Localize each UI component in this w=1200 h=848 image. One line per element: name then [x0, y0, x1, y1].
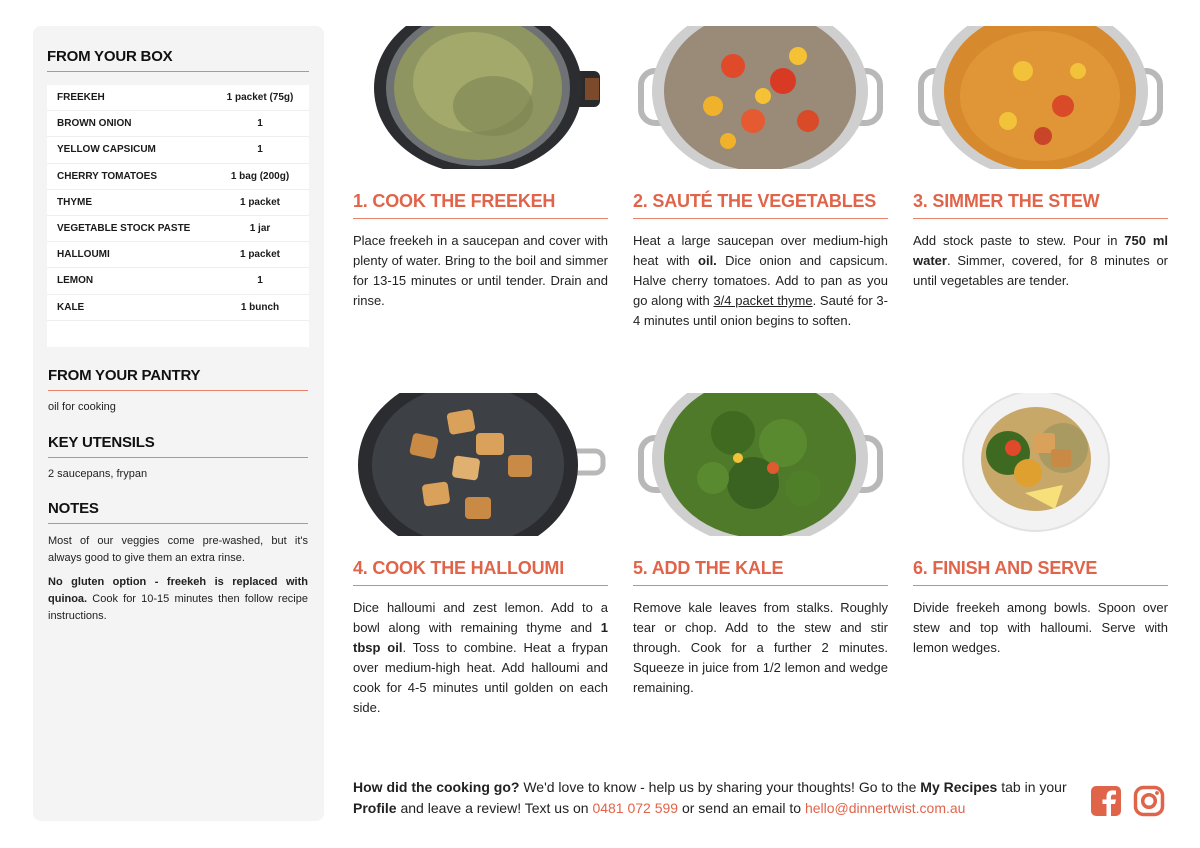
notes-section — [48, 500, 308, 625]
bold-text: My Recipes — [920, 779, 998, 795]
divider — [48, 523, 308, 524]
ingredient-name: HALLOUMI — [57, 249, 110, 261]
ingredient-quantity: 1 packet — [239, 249, 281, 261]
step-5 — [633, 393, 888, 698]
step-1 — [353, 26, 608, 311]
step-3-photo — [913, 26, 1168, 169]
notes-paragraph-1: Most of our veggies come pre-washed, but it's always good to give them an extra rinse. — [48, 535, 308, 564]
contact-link[interactable]: hello@dinnertwist.com.au — [804, 800, 966, 816]
text-segment: Dice halloumi and zest lemon. Add to a bowl along with remaining thyme and — [353, 600, 608, 635]
text-segment: Add stock paste to stew. Pour in — [913, 233, 1125, 248]
from-your-box-title: FROM YOUR BOX — [47, 48, 173, 65]
ingredient-row — [47, 137, 309, 163]
divider — [48, 390, 308, 391]
step-text — [913, 231, 1168, 291]
step-text — [913, 598, 1168, 658]
text-segment: Dice onion and capsicum. Halve cherry tomatoes. Add to pan as you go along with — [633, 253, 888, 308]
step-2 — [633, 26, 888, 331]
pantry-section — [48, 367, 308, 416]
text-segment: tab in your — [997, 779, 1067, 795]
ingredient-row — [47, 111, 309, 137]
step-4-photo — [353, 393, 608, 536]
divider — [48, 457, 308, 458]
divider — [47, 71, 309, 72]
notes-gluten-instructions: Cook for 10-15 minutes then follow recipe instructions. — [48, 593, 308, 622]
utensils-title: KEY UTENSILS — [48, 434, 155, 451]
step-title: 2. SAUTÉ THE VEGETABLES — [633, 191, 877, 211]
notes-paragraph-2 — [48, 574, 308, 625]
ingredient-quantity: 1 jar — [249, 223, 271, 235]
step-title: 6. FINISH AND SERVE — [913, 558, 1098, 578]
sidebar — [33, 26, 324, 821]
ingredient-name: LEMON — [57, 275, 94, 287]
step-1-photo — [353, 26, 608, 169]
ingredient-row — [47, 321, 309, 347]
ingredient-row — [47, 242, 309, 268]
text-segment: or send an email to — [678, 800, 805, 816]
pantry-title: FROM YOUR PANTRY — [48, 367, 201, 384]
bold-text: 750 ml water — [913, 233, 1168, 268]
ingredient-quantity: 1 — [257, 118, 263, 130]
step-text — [633, 231, 888, 331]
underlined-text: 3/4 packet thyme — [713, 293, 813, 308]
divider — [353, 218, 608, 219]
ingredient-quantity: 1 bag (200g) — [230, 170, 290, 182]
facebook-icon[interactable] — [1090, 785, 1122, 817]
ingredient-name: FREEKEH — [57, 92, 105, 104]
text-segment: and leave a review! Text us on — [396, 800, 593, 816]
ingredient-name: VEGETABLE STOCK PASTE — [57, 223, 191, 235]
step-text — [353, 598, 608, 718]
utensils-text: 2 saucepans, frypan — [48, 468, 148, 480]
pantry-text: oil for cooking — [48, 401, 116, 413]
notes-title: NOTES — [48, 500, 99, 517]
step-4 — [353, 393, 608, 718]
step-2-photo — [633, 26, 888, 169]
text-segment: Place freekeh in a saucepan and cover with plenty of water. Bring to the boil and simmer for 13-15 minutes or until tender. Drain and rinse. — [353, 233, 608, 308]
ingredient-quantity: 1 — [257, 144, 263, 156]
ingredient-quantity: 1 — [257, 275, 263, 287]
ingredient-quantity: 1 packet — [239, 196, 281, 208]
ingredient-row — [47, 190, 309, 216]
bold-text: Profile — [353, 800, 397, 816]
step-text — [353, 231, 608, 311]
contact-link[interactable]: 0481 072 599 — [592, 800, 679, 816]
step-3 — [913, 26, 1168, 291]
step-6 — [913, 393, 1168, 658]
instagram-icon[interactable] — [1133, 785, 1165, 817]
step-title: 5. ADD THE KALE — [633, 558, 784, 578]
notes-gluten-option: No gluten option - freekeh is replaced with quinoa. — [48, 576, 308, 605]
step-6-photo — [913, 393, 1168, 536]
ingredient-quantity: 1 bunch — [240, 301, 280, 313]
divider — [913, 585, 1168, 586]
ingredient-row — [47, 268, 309, 294]
ingredient-row — [47, 216, 309, 242]
ingredient-name: CHERRY TOMATOES — [57, 170, 158, 182]
divider — [633, 218, 888, 219]
text-segment: We'd love to know - help us by sharing your thoughts! Go to the — [519, 779, 921, 795]
bold-text: How did the cooking go? — [353, 779, 520, 795]
ingredient-quantity: 1 packet (75g) — [226, 92, 294, 104]
utensils-section — [48, 434, 308, 483]
text-segment: . Toss to combine. Heat a frypan over medium-high heat. Add halloumi and cook for 4-5 minutes until golden on each side. — [353, 640, 608, 715]
feedback-footer — [353, 777, 1073, 819]
divider — [913, 218, 1168, 219]
bold-text: 1 tbsp oil — [353, 620, 608, 655]
ingredient-name: BROWN ONION — [57, 118, 132, 130]
divider — [633, 585, 888, 586]
ingredient-name: THYME — [57, 196, 92, 208]
text-segment: . Simmer, covered, for 8 minutes or until vegetables are tender. — [913, 253, 1168, 288]
step-title: 1. COOK THE FREEKEH — [353, 191, 556, 211]
ingredients-table — [47, 85, 309, 347]
bold-text: oil. — [698, 253, 717, 268]
from-your-box-header — [47, 48, 309, 72]
ingredient-name: KALE — [57, 301, 85, 313]
step-text — [633, 598, 888, 698]
step-title: 3. SIMMER THE STEW — [913, 191, 1100, 211]
text-segment: Remove kale leaves from stalks. Roughly tear or chop. Add to the stew and stir through. Cook for a further 2 minutes. Squeeze in juice from 1/2 lemon and wedge remaining. — [633, 600, 888, 695]
step-title: 4. COOK THE HALLOUMI — [353, 558, 564, 578]
ingredient-row — [47, 164, 309, 190]
ingredient-name: YELLOW CAPSICUM — [57, 144, 156, 156]
text-segment: . Sauté for 3-4 minutes until onion begins to soften. — [633, 293, 888, 328]
text-segment: Heat a large saucepan over medium-high heat with — [633, 233, 888, 268]
step-5-photo — [633, 393, 888, 536]
divider — [353, 585, 608, 586]
ingredient-row — [47, 85, 309, 111]
ingredient-row — [47, 295, 309, 321]
text-segment: Divide freekeh among bowls. Spoon over stew and top with halloumi. Serve with lemon wedges. — [913, 600, 1168, 655]
